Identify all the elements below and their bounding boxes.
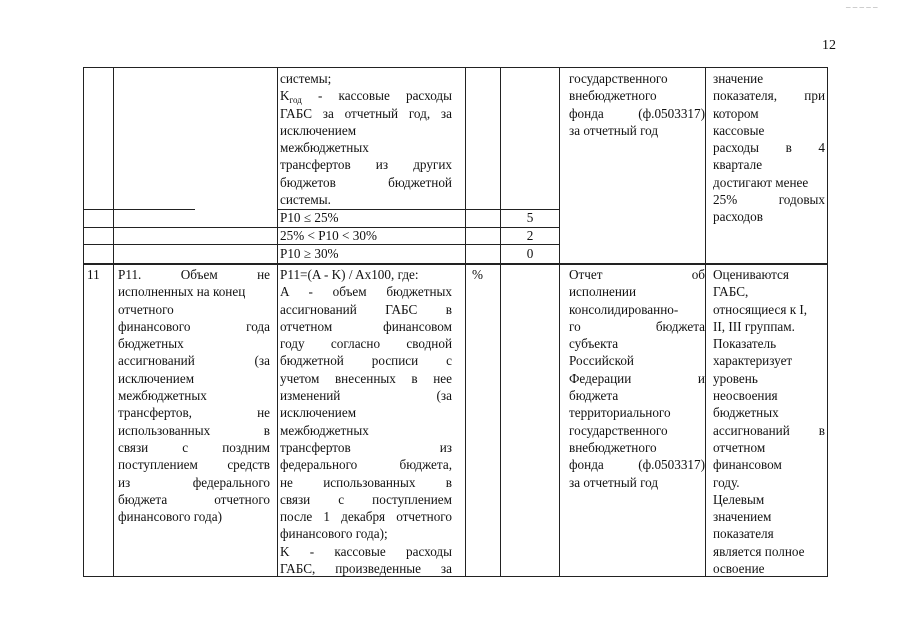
cont-source-text: государственного внебюджетного фонда (ф.0503317) за отчетный год xyxy=(569,71,705,138)
condition-1-score: 5 xyxy=(526,210,534,225)
condition-3-text: P10 ≥ 30% xyxy=(280,246,339,261)
page-number: 12 xyxy=(822,38,836,53)
condition-2-score: 2 xyxy=(526,228,534,243)
cont-formula-text: системы; $K_{год}$ - кассовые расходы ГАБС за отчетный год, за исключением межбюджетных трансфертов из других бюджетов бюджетной системы. xyxy=(280,71,452,208)
row-11-formula: P11=(A - K) / Ax100, где: A - объем бюджетных ассигнований ГАБС в отчетном финансовом году согласно сводной бюджетной росписи с учетом внесенных в нее изменений (за исключением межбюджетных трансфертов из федерального бюджета, не использованных в связи с поступлением после 1 декабря отчетного финансового года); K - кассовые расходы ГАБС, произведенные за xyxy=(280,267,452,577)
cont-note-text: значение показателя, при котором кассовые расходы в 4 квартале достигают менее 25% годовых расходов xyxy=(713,71,825,225)
row-11-number: 11 xyxy=(87,267,100,282)
scan-artifact: ‒ ‒ ‒ ‒ ‒ xyxy=(846,2,878,12)
condition-3-score: 0 xyxy=(526,246,534,261)
condition-1-text: P10 ≤ 25% xyxy=(280,210,339,225)
row-11-name: P11. Объем не исполненных на конец отчетного финансового года бюджетных ассигнований (за исключением межбюджетных трансфертов, не использованных в связи с поздним поступлением средств из федерального бюджета отчетного финансового года) xyxy=(118,267,270,525)
row-11-note: Оцениваются ГАБС, относящиеся к I, II, III группам. Показатель характеризует уровень неосвоения бюджетных ассигнований в отчетном финансовом году. Целевым значением показателя является полное освоение xyxy=(713,267,825,577)
row-11-source: Отчет об исполнении консолидированно- го бюджета субъекта Российской Федерации и бюджета территориального государственного внебюджетного фонда (ф.0503317) за отчетный год xyxy=(569,267,705,490)
row-11-unit: % xyxy=(472,267,483,282)
condition-2-text: 25% < P10 < 30% xyxy=(280,228,377,243)
k-god-line: $K_{год}$ - кассовые расходы xyxy=(280,88,452,106)
